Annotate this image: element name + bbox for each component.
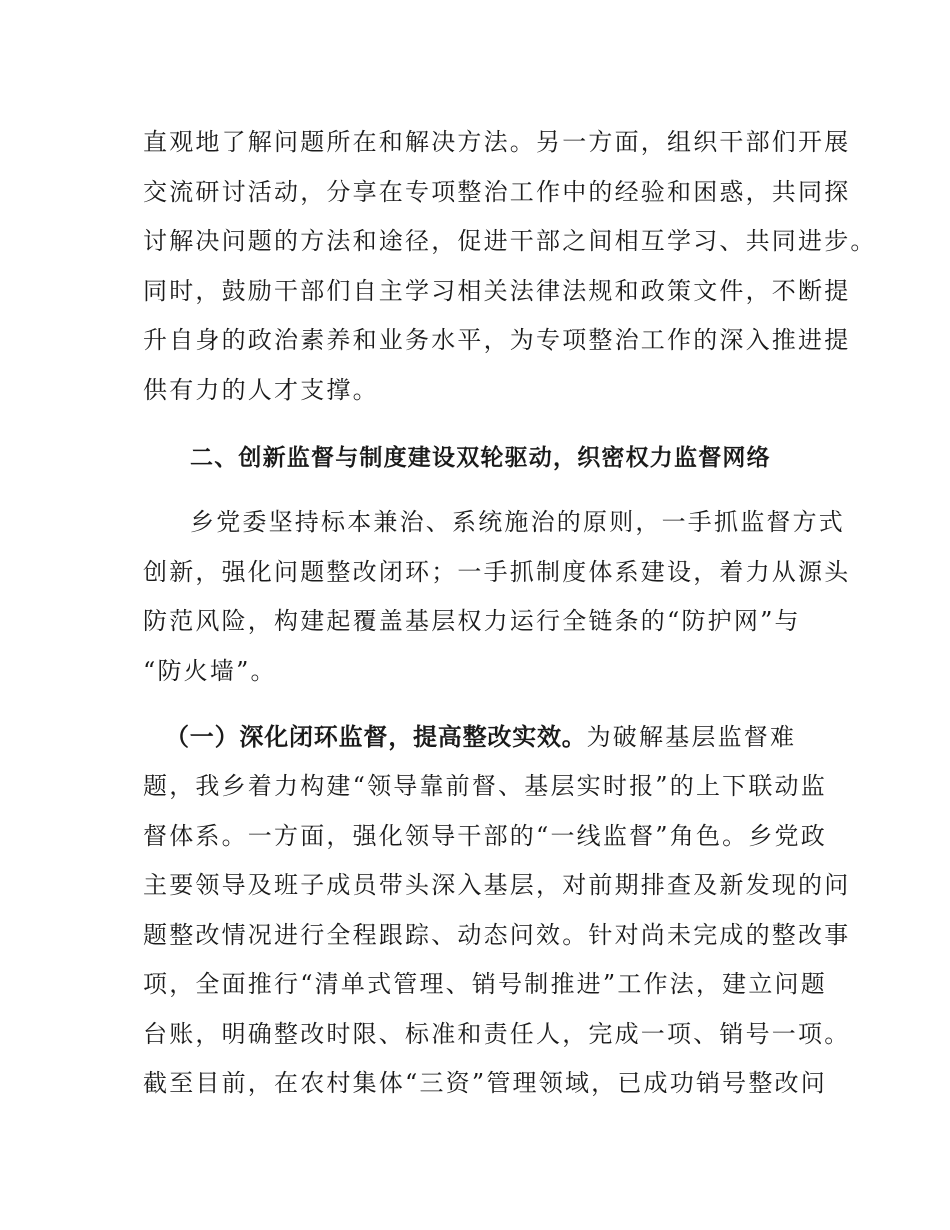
paragraph-line: 题整改情况进行全程跟踪、动态问效。针对尚未完成的整改事 bbox=[143, 921, 851, 949]
paragraph-line: 交流研讨活动，分享在专项整治工作中的经验和困惑，共同探 bbox=[143, 178, 851, 206]
paragraph-line: 同时，鼓励干部们自主学习相关法律法规和政策文件，不断提 bbox=[143, 277, 851, 305]
paragraph-line: 主要领导及班子成员带头深入基层，对前期排查及新发现的问 bbox=[143, 871, 851, 899]
paragraph-line: 讨解决问题的方法和途径，促进干部之间相互学习、共同进步。 bbox=[143, 227, 877, 255]
paragraph-line: 题，我乡着力构建“领导靠前督、基层实时报”的上下联动监 bbox=[143, 772, 827, 800]
paragraph-line: 台账，明确整改时限、标准和责任人，完成一项、销号一项。 bbox=[143, 1020, 851, 1048]
paragraph-line: 升自身的政治素养和业务水平，为专项整治工作的深入推进提 bbox=[143, 326, 851, 354]
section-heading: 二、创新监督与制度建设双轮驱动，织密权力监督网络 bbox=[190, 445, 771, 471]
paragraph-line: 直观地了解问题所在和解决方法。另一方面，组织干部们开展 bbox=[143, 128, 851, 156]
paragraph-line: 督体系。一方面，强化领导干部的“一线监督”角色。乡党政 bbox=[143, 822, 827, 850]
paragraph-line: 创新，强化问题整改闭环；一手抓制度体系建设，着力从源头 bbox=[143, 558, 851, 586]
subsection-heading: （一）深化闭环监督，提高整改实效。 bbox=[165, 723, 587, 751]
subsection-first-line bbox=[165, 721, 796, 753]
paragraph-line: 乡党委坚持标本兼治、系统施治的原则，一手抓监督方式 bbox=[190, 508, 845, 536]
paragraph-line: 截至目前，在农村集体“三资”管理领域，已成功销号整改问 bbox=[143, 1069, 827, 1097]
paragraph-line: “防火墙”。 bbox=[143, 657, 277, 685]
paragraph-line: 供有力的人才支撑。 bbox=[143, 376, 379, 404]
subsection-first-line-text: 为破解基层监督难 bbox=[586, 723, 797, 751]
paragraph-line: 防范风险，构建起覆盖基层权力运行全链条的“防护网”与 bbox=[143, 607, 801, 635]
paragraph-line: 项，全面推行“清单式管理、销号制推进”工作法，建立问题 bbox=[143, 970, 827, 998]
